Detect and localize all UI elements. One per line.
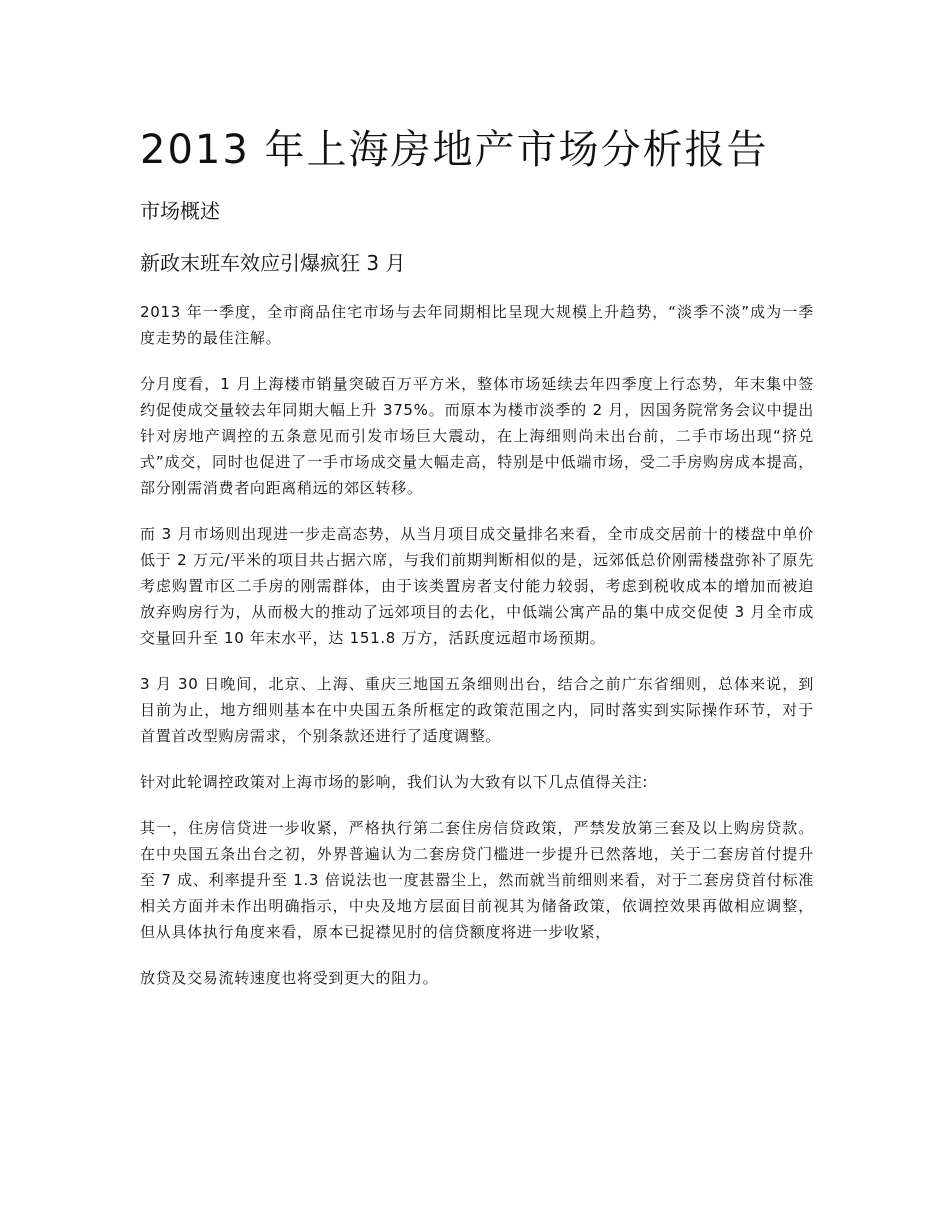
subsection-heading: 新政末班车效应引爆疯狂 3 月 bbox=[140, 251, 406, 275]
paragraph-7: 放贷及交易流转速度也将受到更大的阻力。 bbox=[140, 969, 439, 987]
paragraph-3: 而 3 月市场则出现进一步走高态势，从当月项目成交量排名来看，全市成交居前十的楼盘中单价低于 2 万元/平米的项目共占据六席，与我们前期判断相似的是，远郊低总价刚需楼盘弥补了原先考虑购置市区二手房的刚需群体，由于该类置房者支付能力较弱，考虑到税收成本的增加而被迫放弃购房行为，从而极大的推动了远郊项目的去化，中低端公寓产品的集中成交促使 3 月全市成交量回升至 10 年末水平，达 151.8 万方，活跃度远超市场预期。 bbox=[140, 525, 814, 647]
paragraph-6: 其一，住房信贷进一步收紧，严格执行第二套住房信贷政策，严禁发放第三套及以上购房贷款。在中央国五条出台之初，外界普遍认为二套房贷门槛进一步提升已然落地，关于二套房首付提升至 7 成、利率提升至 1.3 倍说法也一度甚嚣尘上，然而就当前细则来看，对于二套房贷首付标准相关方面并未作出明确指示，中央及地方层面目前视其为储备政策，依调控效果再做相应调整，但从具体执行角度来看，原本已捉襟见肘的信贷额度将进一步收紧， bbox=[140, 819, 814, 941]
paragraph-4: 3 月 30 日晚间，北京、上海、重庆三地国五条细则出台，结合之前广东省细则，总体来说，到目前为止，地方细则基本在中央国五条所框定的政策范围之内，同时落实到实际操作环节，对于首置首改型购房需求，个别条款还进行了适度调整。 bbox=[140, 675, 814, 745]
paragraph-1: 2013 年一季度，全市商品住宅市场与去年同期相比呈现大规模上升趋势，“淡季不淡”成为一季度走势的最佳注解。 bbox=[140, 303, 814, 347]
paragraph-2: 分月度看，1 月上海楼市销量突破百万平方米，整体市场延续去年四季度上行态势，年末集中签约促使成交量较去年同期大幅上升 375%。而原本为楼市淡季的 2 月，因国务院常务会议中提出针对房地产调控的五条意见而引发市场巨大震动，在上海细则尚未出台前，二手市场出现“挤兑式”成交，同时也促进了一手市场成交量大幅走高，特别是中低端市场，受二手房购房成本提高，部分刚需消费者向距离稍远的郊区转移。 bbox=[140, 375, 814, 497]
paragraph-5: 针对此轮调控政策对上海市场的影响，我们认为大致有以下几点值得关注: bbox=[140, 773, 649, 791]
section-heading: 市场概述 bbox=[140, 199, 220, 223]
document-title: 2013 年上海房地产市场分析报告 bbox=[140, 127, 769, 173]
